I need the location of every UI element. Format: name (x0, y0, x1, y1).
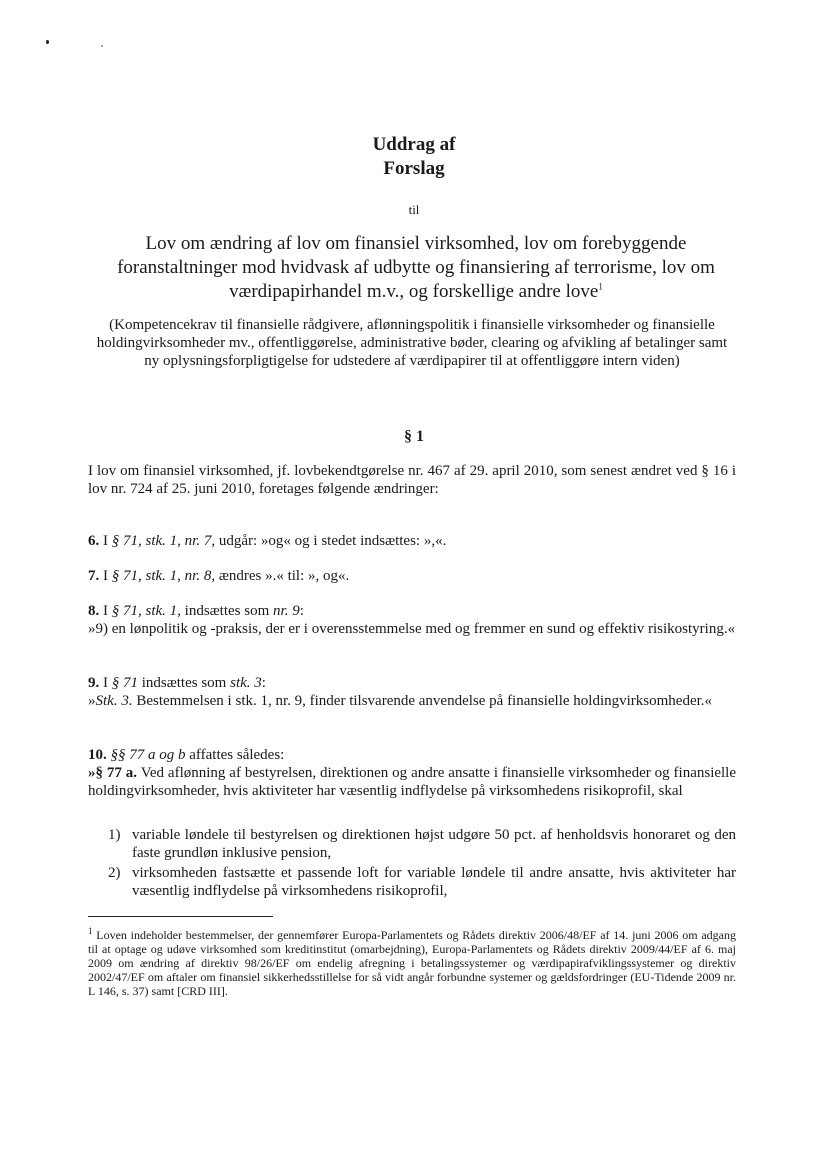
amendment-prefix: I (103, 603, 108, 619)
amendment-number: 10. (88, 747, 107, 763)
amendment-paragraph (88, 764, 736, 800)
list-item-text: virksomheden fastsætte et passende loft for variable løndele til andre ansatte, hvis aktiviteter har væsentlig indflydelse på virksomhedens risikoprofil, (132, 865, 736, 899)
list-item-number: 2) (108, 865, 121, 881)
amendment-prefix: I (103, 533, 108, 549)
colon: : (261, 675, 266, 691)
stk-label: Stk. 3. (95, 693, 133, 709)
footnote-mark: 1 (88, 926, 93, 936)
section-heading: § 1 (404, 428, 424, 445)
amendment-body (88, 692, 736, 710)
scan-speck (46, 40, 49, 44)
amendment-prefix: I (103, 568, 108, 584)
amendment-7 (88, 567, 736, 585)
amendment-prefix: I (103, 675, 108, 691)
footnote-text: Loven indeholder bestemmelser, der gennemfører Europa-Parlamentets og Rådets direktiv 2006/48/EF af 14. juni 2006 om adgang til at optage og udøve virksomhed som kreditinstitut (omarbejdning), Europa-Parlamentets og Rådets direktiv 2009/44/EF af 6. maj 2009 om ændring af direktiv 98/26/EF om endelig afregning i betalingssystemer og værdipapirafviklingssystemer og direktiv 2002/47/EF om aftaler om finansiel sikkerhedsstillelse for så vidt angår forbundne systemer og gældsfordringer (EU-Tidende 2009 nr. L 146, s. 37) samt [CRD III]. (88, 928, 737, 998)
amendment-heading (88, 746, 736, 764)
amendment-text: indsættes som (184, 603, 270, 619)
amendment-text: udgår: »og« og i stedet indsættes: »,«. (218, 533, 447, 549)
footnote-divider (88, 916, 273, 917)
footnote (88, 928, 736, 998)
amendment-number: 8. (88, 603, 100, 619)
amendment-9 (88, 674, 736, 710)
amendment-ref: § 71, stk. 1, (111, 603, 181, 619)
document-title-line1: Uddrag af (372, 134, 456, 155)
amendment-ref: § 71, stk. 1, nr. 8, (111, 568, 216, 584)
amendment-ref2: stk. 3 (230, 675, 262, 691)
list-item-number: 1) (108, 827, 121, 843)
document-title-line2: Forslag (383, 158, 445, 179)
subtitle: (Kompetencekrav til finansielle rådgivere, aflønningspolitik i finansielle virksomheder og finansielle holdingvirksomheder mv., offentliggørelse, administrative bøder, clearing og afvikling af betalinger samt ny oplysningsforpligtigelse for udstedere af værdipapirer til at offentliggøre intern viden) (96, 317, 728, 369)
amendment-8 (88, 602, 736, 638)
amendment-text: affattes således: (189, 747, 285, 763)
amendment-number: 7. (88, 568, 100, 584)
list-item-text: variable løndele til bestyrelsen og direktionen højst udgøre 50 pct. af henholdsvis honoraret og den faste grundløn inklusive pension, (132, 827, 736, 861)
amendment-ref: §§ 77 a og b (110, 747, 186, 763)
colon: : (299, 603, 304, 619)
til-label: til (408, 202, 420, 217)
list-item (108, 826, 736, 862)
quote-open: » (88, 693, 96, 709)
amendment-body: »9) en lønpolitik og -praksis, der er i overensstemmelse med og fremmer en sund og effektiv risikostyring.« (88, 621, 736, 637)
amendment-heading (88, 602, 736, 620)
amendment-ref2: nr. 9 (273, 603, 300, 619)
amendment-6 (88, 532, 736, 550)
scan-speck (101, 45, 103, 47)
amendment-10 (88, 746, 736, 800)
footnote-ref: 1 (598, 281, 603, 292)
list-item (108, 864, 736, 900)
amendment-text: indsættes som (141, 675, 227, 691)
amendment-text: ændres ».« til: », og«. (218, 568, 350, 584)
law-title-text: Lov om ændring af lov om finansiel virksomhed, lov om forebyggende foranstaltninger mod hvidvask af udbytte og finansiering af terrorisme, lov om værdipapirhandel m.v., og forskellige andre love (117, 233, 715, 302)
paragraph-label: »§ 77 a. (88, 765, 138, 781)
amendment-number: 6. (88, 533, 100, 549)
amendment-heading (88, 674, 736, 692)
amendment-body-text: Bestemmelsen i stk. 1, nr. 9, finder tilsvarende anvendelse på finansielle holdingvirksomheder.« (136, 693, 713, 709)
amendment-number: 9. (88, 675, 100, 691)
amendment-ref: § 71 (111, 675, 138, 691)
law-title (90, 232, 742, 304)
section-intro: I lov om finansiel virksomhed, jf. lovbekendtgørelse nr. 467 af 29. april 2010, som senest ændret ved § 16 i lov nr. 724 af 25. juni 2010, foretages følgende ændringer: (88, 463, 736, 497)
amendment-ref: § 71, stk. 1, nr. 7, (111, 533, 216, 549)
paragraph-text: Ved aflønning af bestyrelsen, direktionen og andre ansatte i finansielle virksomheder og finansielle holdingvirksomheder, hvis aktiviteter har væsentlig indflydelse på virksomhedens risikoprofil, skal (88, 765, 737, 799)
